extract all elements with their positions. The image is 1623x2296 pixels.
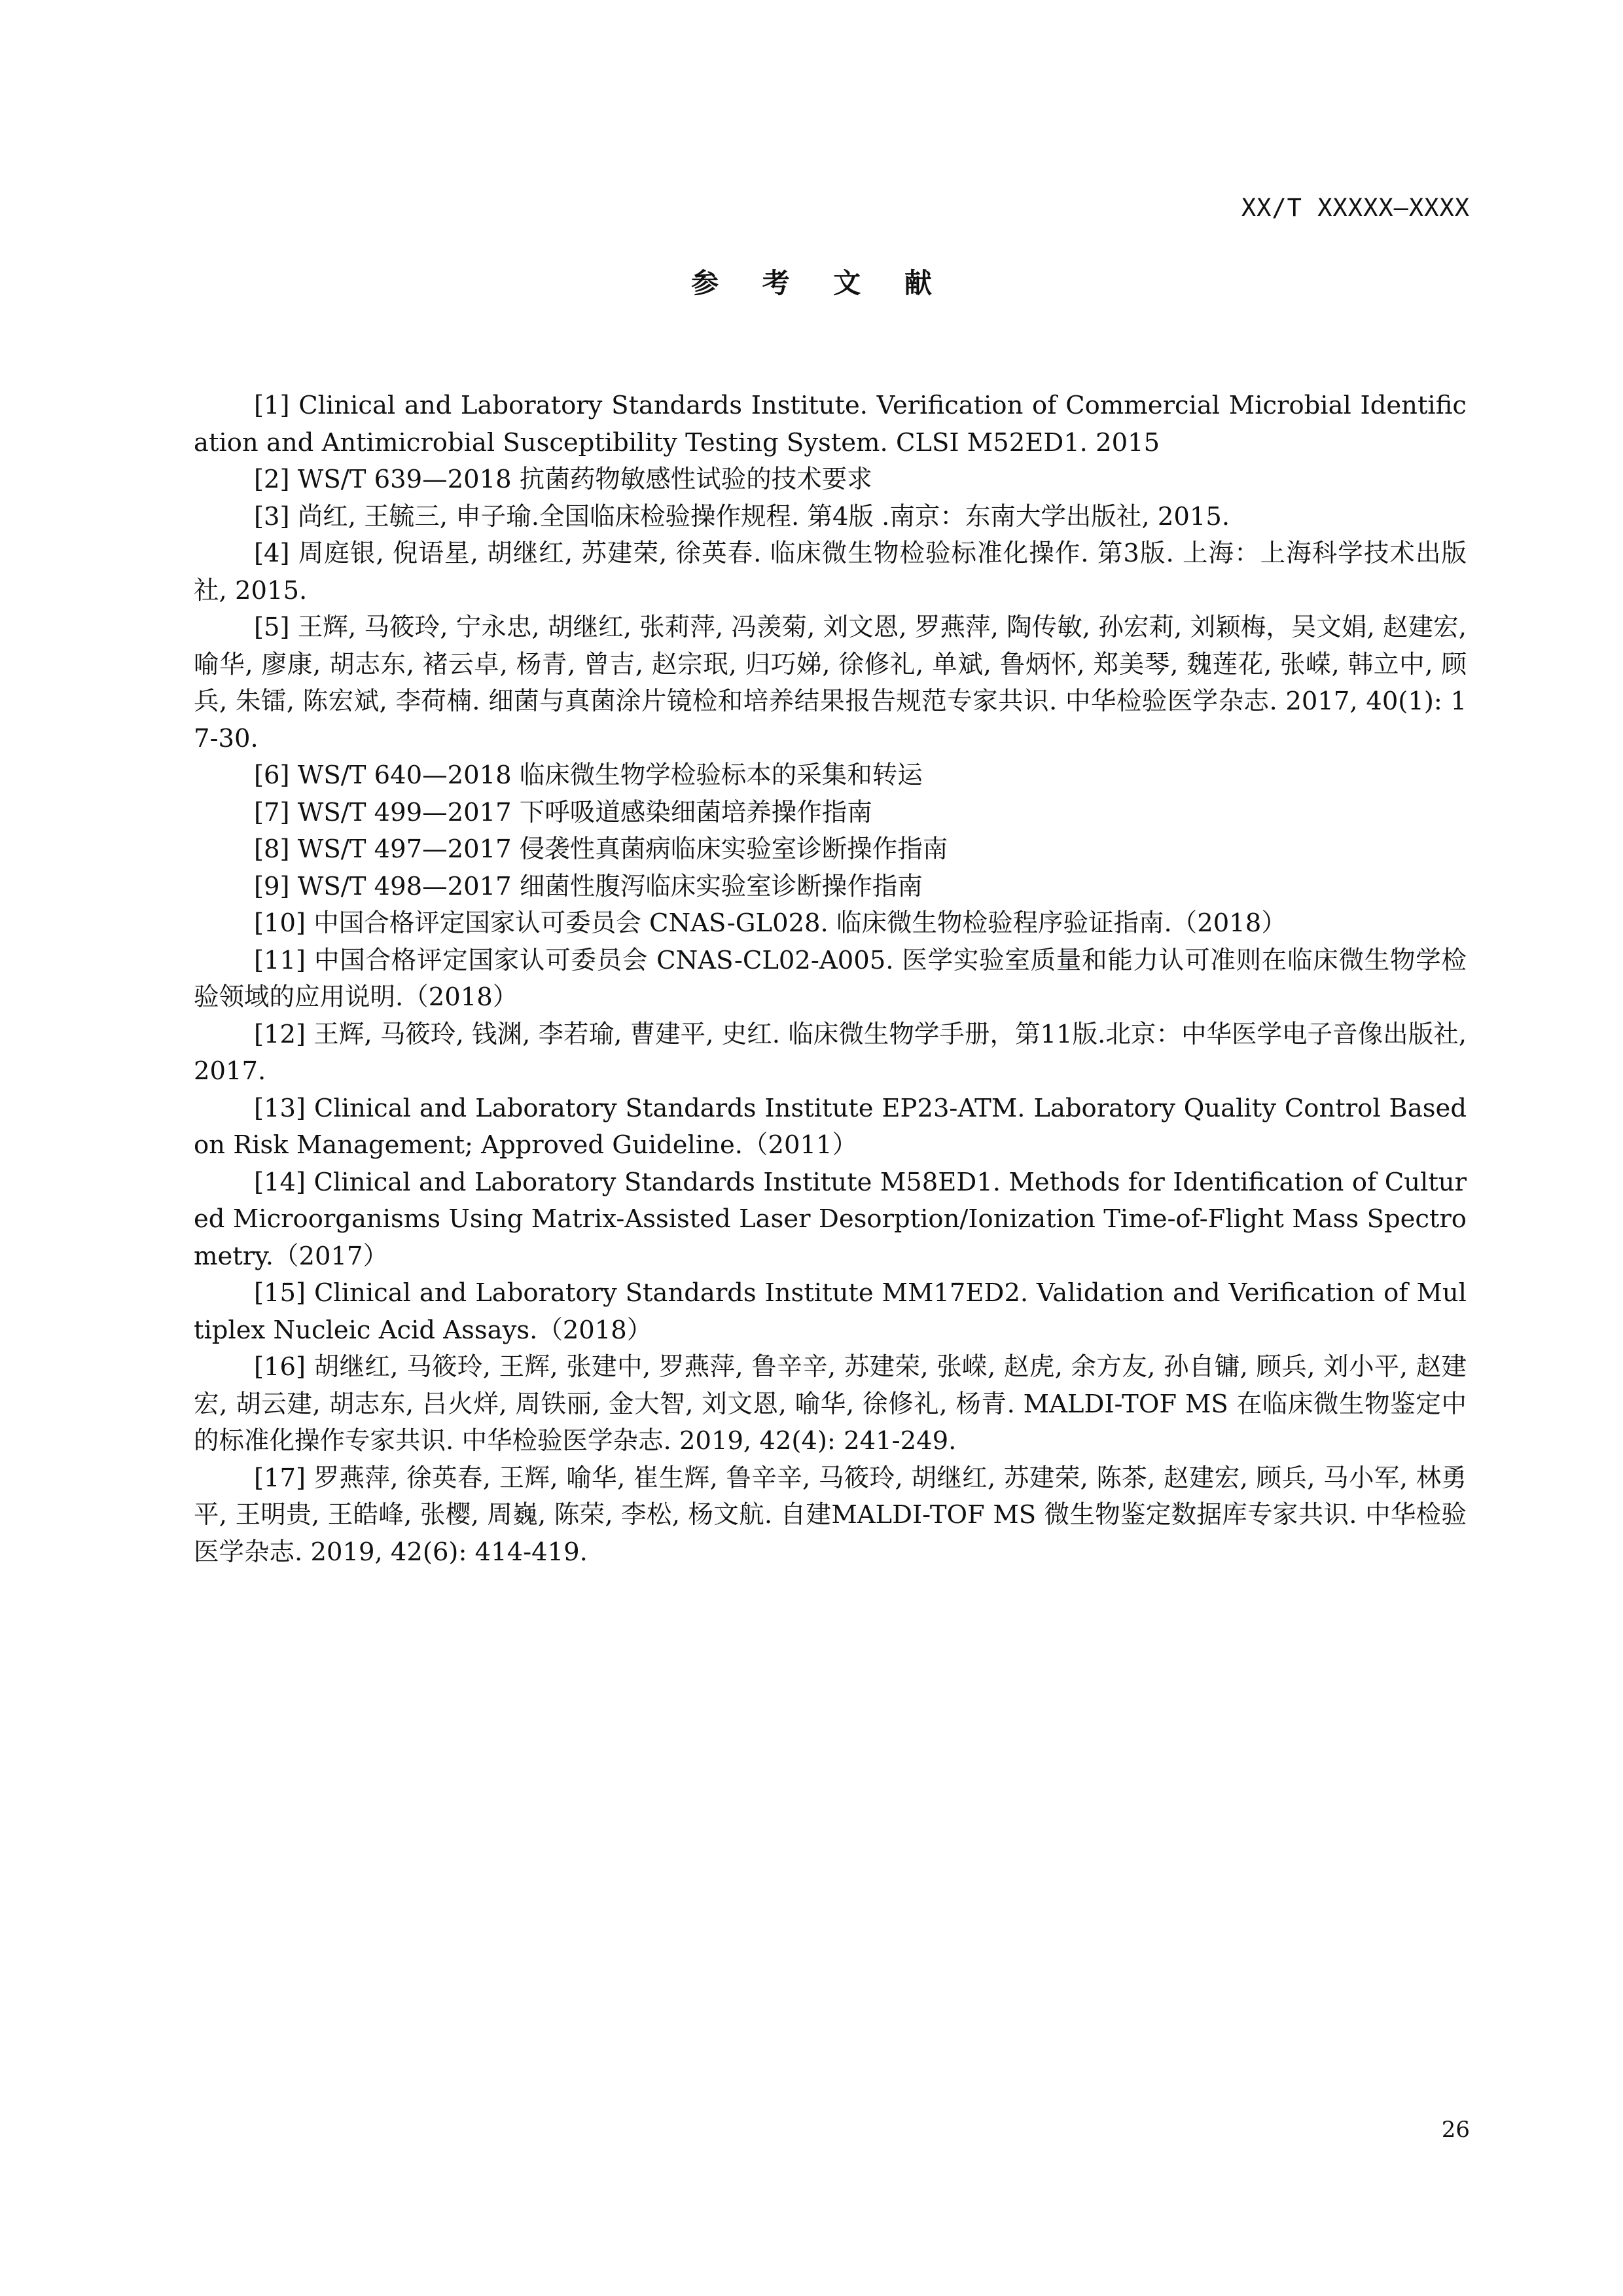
- reference-item: [17] 罗燕萍, 徐英春, 王辉, 喻华, 崔生辉, 鲁辛辛, 马筱玲, 胡继红, 苏建荣, 陈茶, 赵建宏, 顾兵, 马小军, 林勇平, 王明贵, 王皓峰, 张樱, 周巍, 陈荣, 李松, 杨文航. 自建MALDI-TOF MS 微生物鉴定数据库专家共识. 中华检验医学杂志. 2019, 42(6): 414-419.: [194, 1463, 1467, 1567]
- reference-item: [8] WS/T 497—2017 侵袭性真菌病临床实验室诊断操作指南: [254, 834, 948, 864]
- reference-item: [3] 尚红, 王毓三, 申子瑜.全国临床检验操作规程. 第4版 .南京：东南大学出版社, 2015.: [254, 501, 1230, 531]
- reference-item: [11] 中国合格评定国家认可委员会 CNAS-CL02-A005. 医学实验室质量和能力认可准则在临床微生物学检验领域的应用说明.（2018）: [194, 945, 1467, 1012]
- reference-item: [9] WS/T 498—2017 细菌性腹泻临床实验室诊断操作指南: [254, 871, 923, 901]
- document-code: XX/T XXXXX—XXXX: [1241, 194, 1470, 222]
- reference-item: [5] 王辉, 马筱玲, 宁永忠, 胡继红, 张莉萍, 冯羡菊, 刘文恩, 罗燕萍, 陶传敏, 孙宏莉, 刘颖梅，吴文娟, 赵建宏, 喻华, 廖康, 胡志东, 褚云卓, 杨青, 曾吉, 赵宗珉, 归巧娣, 徐修礼, 单斌, 鲁炳怀, 郑美琴, 魏莲花, 张嵘, 韩立中, 顾兵, 朱镭, 陈宏斌, 李荷楠. 细菌与真菌涂片镜检和培养结果报告规范专家共识. 中华检验医学杂志. 2017, 40(1): 17-30.: [194, 613, 1467, 753]
- reference-item: [10] 中国合格评定国家认可委员会 CNAS-GL028. 临床微生物检验程序验证指南.（2018）: [254, 908, 1287, 938]
- reference-list: [194, 387, 1467, 1571]
- reference-item: [2] WS/T 639—2018 抗菌药物敏感性试验的技术要求: [254, 465, 872, 494]
- page-title: 参 考 文 献: [691, 267, 949, 299]
- reference-item: [13] Clinical and Laboratory Standards Institute EP23-ATM. Laboratory Quality Control Based on Risk Management; Approved Guideline.（2011）: [194, 1093, 1467, 1160]
- reference-item: [15] Clinical and Laboratory Standards Institute MM17ED2. Validation and Verification of Multiplex Nucleic Acid Assays.（2018）: [194, 1278, 1467, 1345]
- reference-item: [4] 周庭银, 倪语星, 胡继红, 苏建荣, 徐英春. 临床微生物检验标准化操作. 第3版. 上海：上海科学技术出版社, 2015.: [194, 539, 1467, 605]
- reference-item: [6] WS/T 640—2018 临床微生物学检验标本的采集和转运: [254, 761, 923, 790]
- reference-item: [14] Clinical and Laboratory Standards Institute M58ED1. Methods for Identification of Cultured Microorganisms Using Matrix-Assisted Laser Desorption/Ionization Time-of-Flight Mass Spectrometry.（2017）: [194, 1167, 1467, 1271]
- reference-item: [12] 王辉, 马筱玲, 钱渊, 李若瑜, 曹建平, 史红. 临床微生物学手册，第11版.北京：中华医学电子音像出版社, 2017.: [194, 1019, 1467, 1086]
- reference-item: [16] 胡继红, 马筱玲, 王辉, 张建中, 罗燕萍, 鲁辛辛, 苏建荣, 张嵘, 赵虎, 余方友, 孙自镛, 顾兵, 刘小平, 赵建宏, 胡云建, 胡志东, 吕火烊, 周铁丽, 金大智, 刘文恩, 喻华, 徐修礼, 杨青. MALDI-TOF MS 在临床微生物鉴定中的标准化操作专家共识. 中华检验医学杂志. 2019, 42(4): 241-249.: [194, 1352, 1467, 1456]
- reference-item: [7] WS/T 499—2017 下呼吸道感染细菌培养操作指南: [254, 797, 872, 827]
- reference-item: [1] Clinical and Laboratory Standards Institute. Verification of Commercial Microbial Identification and Antimicrobial Susceptibility Testing System. CLSI M52ED1. 2015: [194, 391, 1467, 457]
- page-number: 26: [1441, 2117, 1470, 2143]
